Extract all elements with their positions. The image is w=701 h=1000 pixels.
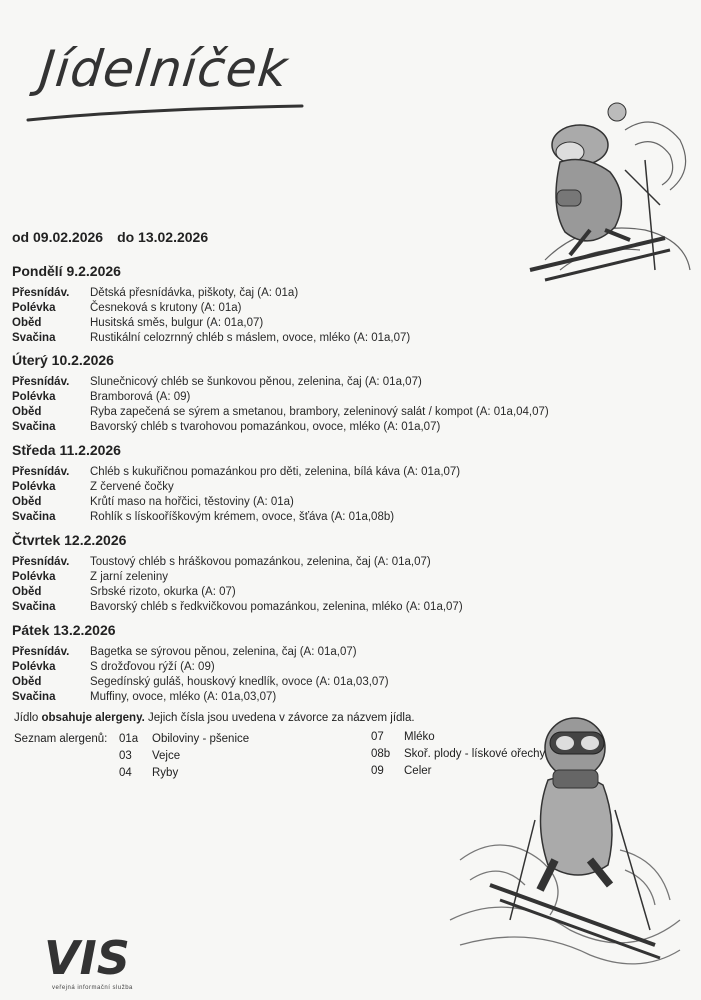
- meal-dish: Segedínský guláš, houskový knedlík, ovoce (A: 01a,03,07): [90, 676, 389, 688]
- meal-row: [12, 585, 612, 600]
- meal-row: [12, 420, 612, 435]
- day-section-monday: [12, 263, 612, 346]
- day-section-tuesday: [12, 352, 612, 435]
- meal-row: [12, 510, 612, 525]
- meal-dish: Toustový chléb s hráškovou pomazánkou, zelenina, čaj (A: 01a,07): [90, 556, 431, 568]
- meal-dish: Ryba zapečená se sýrem a smetanou, brambory, zeleninový salát / kompot (A: 01a,04,07): [90, 406, 549, 418]
- day-section-thursday: [12, 532, 612, 615]
- allergen-item: [119, 750, 180, 762]
- vis-logo-text: VIS: [44, 931, 130, 984]
- meal-type: Svačina: [12, 332, 56, 344]
- meal-dish: Krůtí maso na hořčici, těstoviny (A: 01a): [90, 496, 294, 508]
- allergen-code: 08b: [371, 748, 391, 760]
- vis-logo: [42, 928, 142, 984]
- meal-row: [12, 390, 612, 405]
- meal-row: [12, 555, 612, 570]
- allergen-note-post: Jejich čísla jsou uvedena v závorce za názvem jídla.: [144, 712, 415, 724]
- meal-type: Oběd: [12, 586, 42, 598]
- meal-row: [12, 316, 612, 331]
- day-section-wednesday: [12, 442, 612, 525]
- allergen-code: 07: [371, 731, 384, 743]
- allergen-code: 09: [371, 765, 384, 777]
- meal-row: [12, 465, 612, 480]
- page-title: Jídelníček: [36, 40, 291, 98]
- meal-row: [12, 480, 612, 495]
- meal-row: [12, 570, 612, 585]
- allergen-note: [14, 712, 415, 724]
- meal-row: [12, 600, 612, 615]
- skier-illustration-bottom: [440, 700, 695, 980]
- meal-type: Svačina: [12, 691, 56, 703]
- meal-dish: Srbské rizoto, okurka (A: 07): [90, 586, 236, 598]
- meal-type: Přesnídáv.: [12, 466, 70, 478]
- meal-dish: Slunečnicový chléb se šunkovou pěnou, zelenina, čaj (A: 01a,07): [90, 376, 422, 388]
- meal-type: Oběd: [12, 496, 42, 508]
- meal-row: [12, 660, 612, 675]
- allergen-name: Skoř. plody - lískové ořechy: [404, 748, 546, 760]
- meal-dish: Husitská směs, bulgur (A: 01a,07): [90, 317, 264, 329]
- meal-row: [12, 675, 612, 690]
- meal-dish: Bagetka se sýrovou pěnou, zelenina, čaj (A: 01a,07): [90, 646, 357, 658]
- day-section-friday: [12, 622, 612, 705]
- meal-dish: Z jarní zeleniny: [90, 571, 168, 583]
- allergen-item: [371, 731, 435, 743]
- meal-type: Svačina: [12, 511, 56, 523]
- meal-row: [12, 375, 612, 390]
- date-to: do 13.02.2026: [117, 229, 209, 245]
- meal-dish: Dětská přesnídávka, piškoty, čaj (A: 01a): [90, 287, 299, 299]
- day-title: Pátek 13.2.2026: [12, 622, 116, 638]
- allergen-code: 03: [119, 750, 132, 762]
- meal-dish: Bavorský chléb s ředkvičkovou pomazánkou, zelenina, mléko (A: 01a,07): [90, 601, 463, 613]
- allergen-code: 04: [119, 767, 132, 779]
- day-title: Čtvrtek 12.2.2026: [12, 532, 127, 548]
- meal-type: Polévka: [12, 571, 56, 583]
- allergen-item: [371, 765, 431, 777]
- meal-type: Polévka: [12, 661, 56, 673]
- allergen-code: 01a: [119, 733, 139, 745]
- meal-type: Přesnídáv.: [12, 376, 70, 388]
- meal-row: [12, 301, 612, 316]
- skier-illustration-top: [505, 90, 695, 290]
- meal-type: Polévka: [12, 302, 56, 314]
- day-title: Pondělí 9.2.2026: [12, 263, 121, 279]
- meal-type: Polévka: [12, 391, 56, 403]
- meal-dish: Česneková s krutony (A: 01a): [90, 302, 242, 314]
- allergen-note-pre: Jídlo: [14, 712, 42, 724]
- allergen-item: [119, 767, 178, 779]
- meal-dish: Rustikální celozrnný chléb s máslem, ovoce, mléko (A: 01a,07): [90, 332, 411, 344]
- meal-dish: Z červené čočky: [90, 481, 174, 493]
- day-title: Středa 11.2.2026: [12, 442, 121, 458]
- allergen-name: Obiloviny - pšenice: [152, 733, 250, 745]
- meal-type: Oběd: [12, 676, 42, 688]
- meal-type: Přesnídáv.: [12, 287, 70, 299]
- meal-row: [12, 405, 612, 420]
- meal-type: Přesnídáv.: [12, 556, 70, 568]
- meal-dish: Bavorský chléb s tvarohovou pomazánkou, ovoce, mléko (A: 01a,07): [90, 421, 441, 433]
- allergen-note-bold: obsahuje alergeny.: [41, 712, 145, 724]
- vis-logo-subtitle: veřejná informační služba: [52, 985, 133, 991]
- title-underline-swoosh: [26, 100, 306, 124]
- meal-type: Svačina: [12, 601, 56, 613]
- date-range: [12, 229, 208, 245]
- allergen-name: Celer: [404, 765, 432, 777]
- allergen-item: [119, 733, 249, 745]
- meal-row: [12, 495, 612, 510]
- meal-dish: S drožďovou rýží (A: 09): [90, 661, 215, 673]
- meal-dish: Muffiny, ovoce, mléko (A: 01a,03,07): [90, 691, 277, 703]
- allergen-name: Mléko: [404, 731, 435, 743]
- meal-dish: Chléb s kukuřičnou pomazánkou pro děti, zelenina, bílá káva (A: 01a,07): [90, 466, 461, 478]
- allergen-list-label: Seznam alergenů:: [14, 733, 108, 745]
- allergen-name: Ryby: [152, 767, 179, 779]
- meal-type: Oběd: [12, 317, 42, 329]
- meal-type: Polévka: [12, 481, 56, 493]
- meal-dish: Bramborová (A: 09): [90, 391, 191, 403]
- meal-row: [12, 331, 612, 346]
- day-title: Úterý 10.2.2026: [12, 352, 114, 368]
- meal-type: Oběd: [12, 406, 42, 418]
- meal-type: Svačina: [12, 421, 56, 433]
- meal-row: [12, 286, 612, 301]
- date-from: od 09.02.2026: [12, 229, 104, 245]
- meal-row: [12, 645, 612, 660]
- meal-dish: Rohlík s lískooříškovým krémem, ovoce, šťáva (A: 01a,08b): [90, 511, 395, 523]
- allergen-name: Vejce: [152, 750, 181, 762]
- meal-type: Přesnídáv.: [12, 646, 70, 658]
